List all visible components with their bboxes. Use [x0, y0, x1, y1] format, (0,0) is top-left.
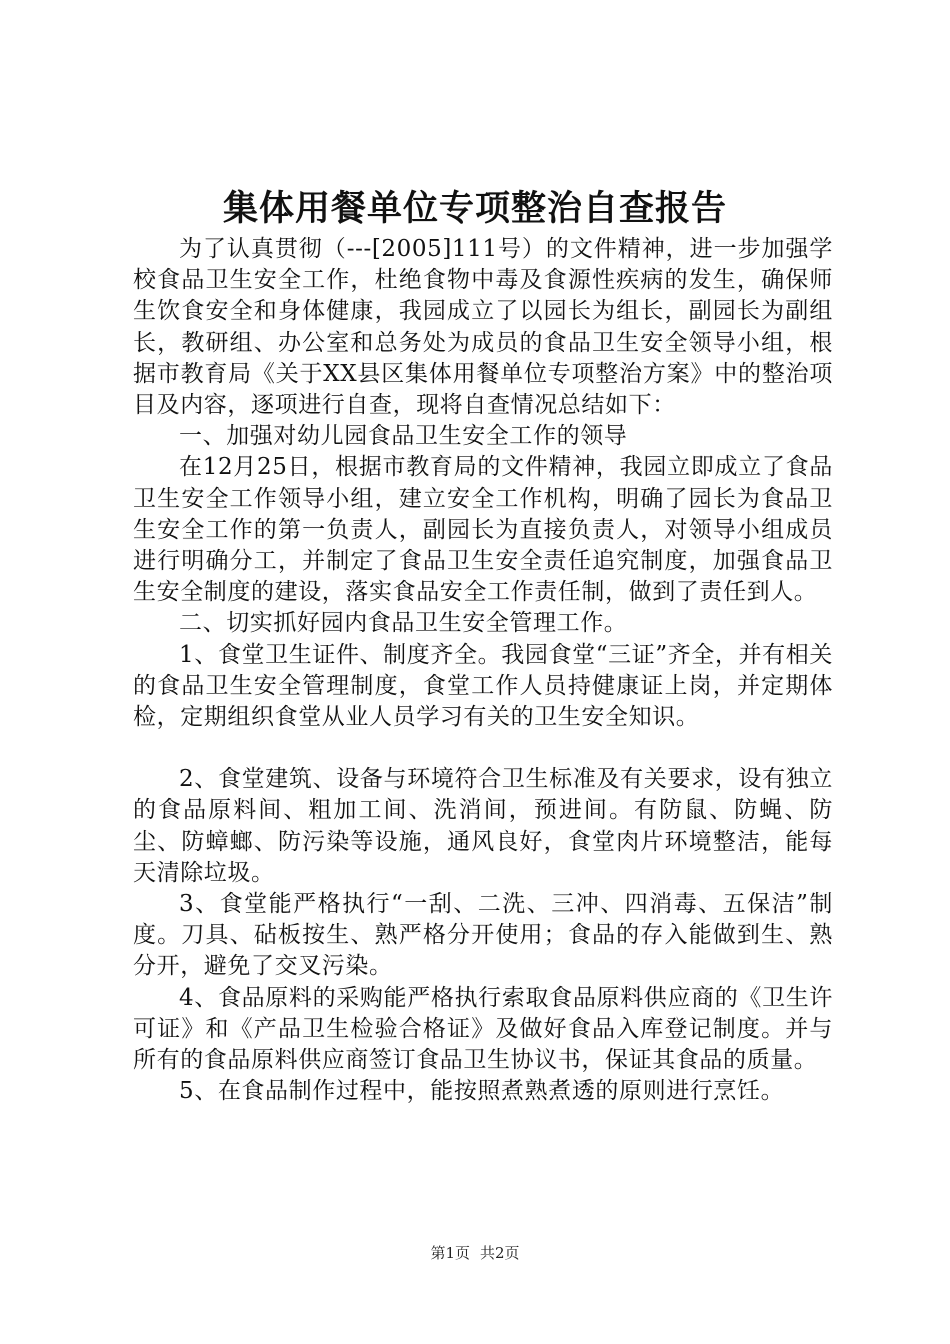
item-1-paragraph: 1、食堂卫生证件、制度齐全。我园食堂“三证”齐全，并有相关的食品卫生安全管理制度，食堂工作人员持健康证上岗，并定期体检，定期组织食堂从业人员学习有关的卫生安全知识。	[133, 641, 833, 731]
page-footer	[0, 1243, 950, 1263]
item-4-paragraph: 4、食品原料的采购能严格执行索取食品原料供应商的《卫生许可证》和《产品卫生检验合格证》及做好食品入库登记制度。并与所有的食品原料供应商签订食品卫生协议书，保证其食品的质量。	[133, 984, 833, 1074]
section-heading-2: 二、切实抓好园内食品卫生安全管理工作。	[179, 610, 628, 637]
section-1-paragraph: 在12月25日，根据市教育局的文件精神，我园立即成立了食品卫生安全工作领导小组，建立安全工作机构，明确了园长为食品卫生安全工作的第一负责人，副园长为直接负责人，对领导小组成员进行明确分工，并制定了食品卫生安全责任追究制度，加强食品卫生安全制度的建设，落实食品安全工作责任制，做到了责任到人。	[133, 454, 833, 606]
document-body	[133, 234, 833, 1107]
page-total: 共2页	[480, 1244, 520, 1262]
item-2-paragraph: 2、食堂建筑、设备与环境符合卫生标准及有关要求，设有独立的食品原料间、粗加工间、洗消间，预进间。有防鼠、防蝇、防尘、防蟑螂、防污染等设施，通风良好，食堂肉片环境整洁，能每天清除垃圾。	[133, 766, 833, 886]
page-number: 第1页	[430, 1244, 470, 1262]
item-5-paragraph: 5、在食品制作过程中，能按照煮熟煮透的原则进行烹饪。	[179, 1078, 785, 1105]
item-3-paragraph: 3、食堂能严格执行“一刮、二洗、三冲、四消毒、五保洁”制度。刀具、砧板按生、熟严格分开使用；食品的存入能做到生、熟分开，避免了交叉污染。	[133, 891, 833, 980]
section-heading-1: 一、加强对幼儿园食品卫生安全工作的领导	[179, 423, 628, 450]
intro-paragraph: 为了认真贯彻（---[2005]111号）的文件精神，进一步加强学校食品卫生安全工作，杜绝食物中毒及食源性疾病的发生，确保师生饮食安全和身体健康，我园成立了以园长为组长，副园长为副组长，教研组、办公室和总务处为成员的食品卫生安全领导小组，根据市教育局《关于XX县区集体用餐单位专项整治方案》中的整治项目及内容，逐项进行自查，现将自查情况总结如下：	[133, 236, 833, 419]
document-title: 集体用餐单位专项整治自查报告	[222, 188, 727, 229]
